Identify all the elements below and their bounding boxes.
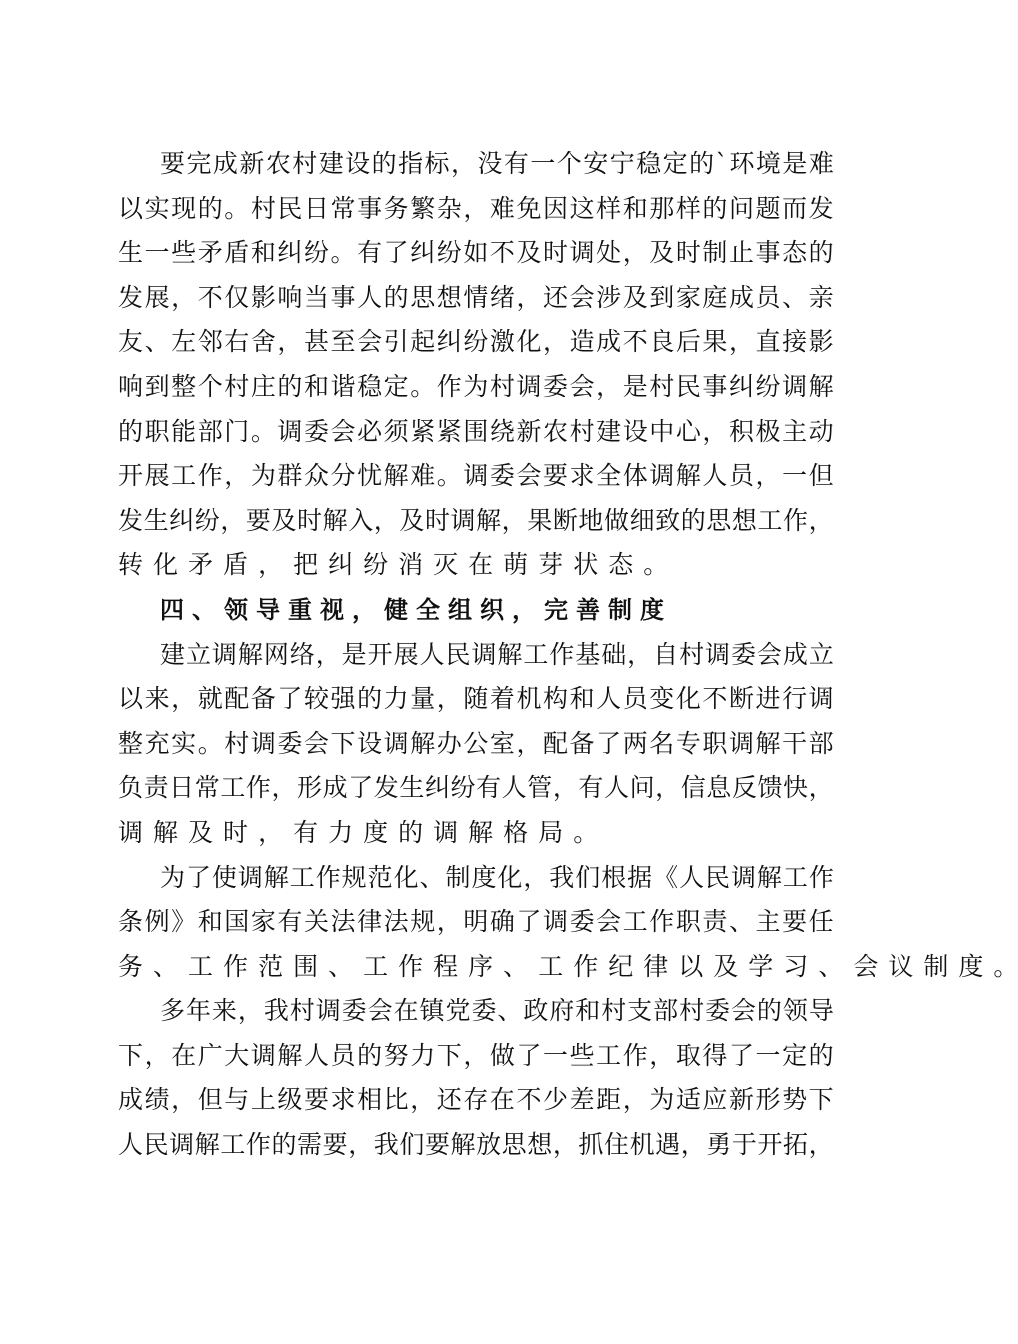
text-line: 人 民 调 解 工 作 的 需 要 ， 我 们 要 解 放 思 想 ， 抓 住 机 遇 ， 勇 于 开 拓 ，: [118, 1130, 834, 1160]
text-line: 为 了 使 调 解 工 作 规 范 化 、 制 度 化 ， 我 们 根 据 《 人 民 调 解 工 作: [160, 862, 834, 892]
text-line: 响 到 整 个 村 庄 的 和 谐 稳 定 。 作 为 村 调 委 会 ， 是 村 民 事 纠 纷 调 解: [118, 371, 834, 401]
text-line: 生 一 些 矛 盾 和 纠 纷 。 有 了 纠 纷 如 不 及 时 调 处 ， 及 时 制 止 事 态 的: [118, 238, 834, 268]
text-line: 四 、 领 导 重 视 ， 健 全 组 织 ， 完 善 制 度: [160, 595, 664, 624]
text-line: 发 生 纠 纷 ， 要 及 时 解 入 ， 及 时 调 解 ， 果 断 地 做 细 致 的 思 想 工 作 ，: [118, 505, 834, 535]
text-line: 的 职 能 部 门 。 调 委 会 必 须 紧 紧 围 绕 新 农 村 建 设 中 心 ， 积 极 主 动: [118, 416, 834, 446]
text-line: 务 、 工 作 范 围 、 工 作 程 序 、 工 作 纪 律 以 及 学 习 、 会 议 制 度 。: [118, 951, 1018, 981]
section-heading: [118, 588, 834, 633]
body-paragraph: [118, 856, 1018, 990]
body-paragraph: [118, 142, 834, 588]
text-line: 建 立 调 解 网 络 ， 是 开 展 人 民 调 解 工 作 基 础 ， 自 村 调 委 会 成 立: [160, 639, 834, 669]
text-line: 条 例 》 和 国 家 有 关 法 律 法 规 ， 明 确 了 调 委 会 工 作 职 责 、 主 要 任: [118, 907, 834, 937]
text-line: 开 展 工 作 ， 为 群 众 分 忧 解 难 。 调 委 会 要 求 全 体 调 解 人 员 ， 一 但: [118, 461, 834, 491]
text-line: 负 责 日 常 工 作 ， 形 成 了 发 生 纠 纷 有 人 管 ， 有 人 问 ， 信 息 反 馈 快 ，: [118, 773, 834, 803]
text-line: 要 完 成 新 农 村 建 设 的 指 标 ， 没 有 一 个 安 宁 稳 定 的 ` 环 境 是 难: [160, 149, 834, 178]
text-line: 以 来 ， 就 配 备 了 较 强 的 力 量 ， 随 着 机 构 和 人 员 变 化 不 断 进 行 调: [118, 684, 834, 714]
text-line: 以 实 现 的 。 村 民 日 常 事 务 繁 杂 ， 难 免 因 这 样 和 那 样 的 问 题 而 发: [118, 193, 834, 223]
text-line: 发 展 ， 不 仅 影 响 当 事 人 的 思 想 情 绪 ， 还 会 涉 及 到 家 庭 成 员 、 亲: [118, 282, 834, 312]
text-line: 多 年 来 ， 我 村 调 委 会 在 镇 党 委 、 政 府 和 村 支 部 村 委 会 的 领 导: [160, 996, 834, 1026]
text-line: 下 ， 在 广 大 调 解 人 员 的 努 力 下 ， 做 了 一 些 工 作 ， 取 得 了 一 定 的: [118, 1040, 834, 1070]
text-line: 友 、 左 邻 右 舍 ， 甚 至 会 引 起 纠 纷 激 化 ， 造 成 不 良 后 果 ， 直 接 影: [118, 327, 834, 357]
document-body: [118, 142, 1018, 1168]
text-line: 成 绩 ， 但 与 上 级 要 求 相 比 ， 还 存 在 不 少 差 距 ， 为 适 应 新 形 势 下: [118, 1085, 834, 1115]
text-line: 调 解 及 时 ， 有 力 度 的 调 解 格 局 。: [118, 817, 599, 847]
text-line: 转 化 矛 盾 ， 把 纠 纷 消 灭 在 萌 芽 状 态 。: [118, 550, 669, 580]
body-paragraph: [118, 633, 834, 856]
body-paragraph: [118, 989, 834, 1167]
text-line: 整 充 实 。 村 调 委 会 下 设 调 解 办 公 室 ， 配 备 了 两 名 专 职 调 解 干 部: [118, 728, 834, 758]
